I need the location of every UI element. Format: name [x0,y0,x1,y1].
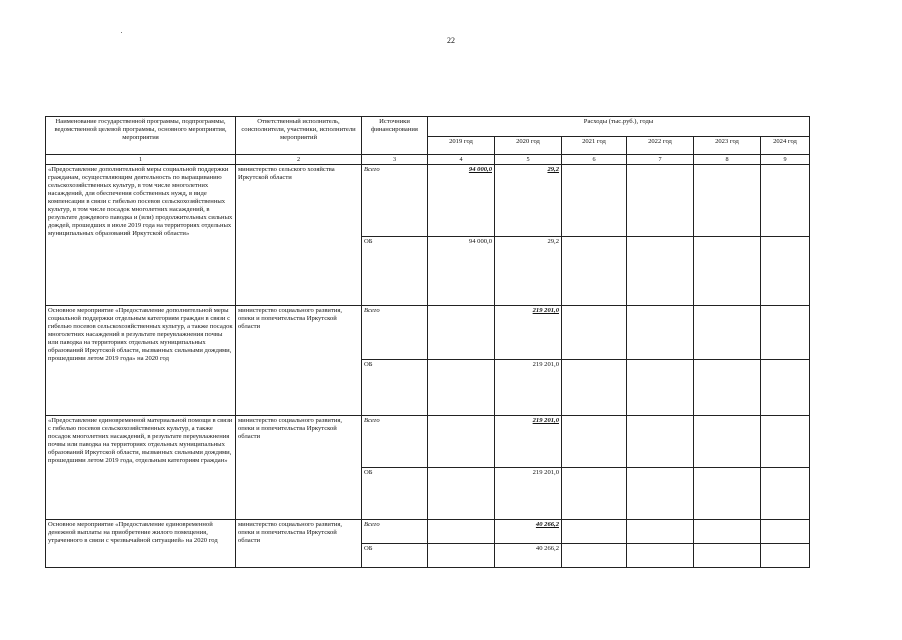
measure-executor: министерство сельского хозяйства Иркутской области [236,165,362,306]
column-number: 1 [46,155,236,165]
ob-value [562,468,627,520]
header-expenses: Расходы (тыс.руб.), годы [428,117,810,137]
header-executor: Ответственный исполнитель, соисполнители, участники, исполнители мероприятий [236,117,362,155]
source-total-label: Всего [362,165,428,237]
total-value [627,306,694,360]
ob-value [761,468,810,520]
total-value [694,306,761,360]
ob-value [562,237,627,306]
total-value [761,165,810,237]
total-value: 219 201,0 [495,306,562,360]
ob-value [562,544,627,568]
ob-value: 40 266,2 [495,544,562,568]
source-ob-label: ОБ [362,468,428,520]
total-value [761,520,810,544]
ob-value [694,468,761,520]
ob-value [694,237,761,306]
ob-value [428,544,495,568]
total-value [761,306,810,360]
ob-value: 94 000,0 [428,237,495,306]
total-value [562,520,627,544]
measure-executor: министерство социального развития, опеки и попечительства Иркутской области [236,416,362,520]
total-value [562,306,627,360]
header-year: 2024 год [761,137,810,155]
total-value [627,165,694,237]
ob-value [761,360,810,416]
column-number: 9 [761,155,810,165]
total-value [627,416,694,468]
total-value [694,416,761,468]
source-ob-label: ОБ [362,237,428,306]
total-value: 94 000,0 [428,165,495,237]
ob-value [761,237,810,306]
ob-value: 219 201,0 [495,468,562,520]
source-total-label: Всего [362,306,428,360]
ob-value [428,360,495,416]
total-value: 219 201,0 [495,416,562,468]
page-number: 22 [447,36,455,45]
header-funding-source: Источники финансирования [362,117,428,155]
ob-value: 219 201,0 [495,360,562,416]
total-value: 40 266,2 [495,520,562,544]
column-number: 7 [627,155,694,165]
scan-speck [121,32,122,33]
header-year: 2022 год [627,137,694,155]
source-total-label: Всего [362,416,428,468]
total-value [761,416,810,468]
column-number: 5 [495,155,562,165]
source-ob-label: ОБ [362,544,428,568]
ob-value [761,544,810,568]
column-number: 2 [236,155,362,165]
total-value [694,165,761,237]
measure-name: Основное мероприятие «Предоставление дополнительной меры социальной поддержки отдельным категориям граждан в связи с гибелью посевов сельскохозяйственных культур, а также посадок многолетних насаждений в результате переувлажнения почвы или паводка на территориях отдельных муниципальных образований Иркутской области, вызванных сильными дождями, прошедшими летом 2019 года» на 2020 год [46,306,236,416]
ob-value [428,468,495,520]
header-year: 2021 год [562,137,627,155]
header-year: 2023 год [694,137,761,155]
source-total-label: Всего [362,520,428,544]
column-number: 3 [362,155,428,165]
ob-value [562,360,627,416]
total-value [627,520,694,544]
budget-table [45,116,810,568]
total-value [562,416,627,468]
measure-executor: министерство социального развития, опеки и попечительства Иркутской области [236,306,362,416]
total-value: 29,2 [495,165,562,237]
header-year: 2020 год [495,137,562,155]
measure-name: Основное мероприятие «Предоставление единовременной денежной выплаты на приобретение жилого помещения, утраченного в связи с чрезвычайной ситуацией» на 2020 год [46,520,236,568]
ob-value [627,544,694,568]
total-value [562,165,627,237]
ob-value [627,237,694,306]
source-ob-label: ОБ [362,360,428,416]
header-year: 2019 год [428,137,495,155]
column-number: 6 [562,155,627,165]
ob-value: 29,2 [495,237,562,306]
column-number: 8 [694,155,761,165]
measure-executor: министерство социального развития, опеки и попечительства Иркутской области [236,520,362,568]
total-value [428,416,495,468]
header-program-name: Наименование государственной программы, подпрограммы, ведомственной целевой программы, основного мероприятия, мероприятия [46,117,236,155]
total-value [428,520,495,544]
ob-value [694,360,761,416]
ob-value [627,360,694,416]
ob-value [627,468,694,520]
measure-name: «Предоставление дополнительной меры социальной поддержки гражданам, осуществляющим деятельность по выращиванию сельскохозяйственных культур, в том числе многолетних насаждений, для обеспечения собственных нужд, в виде компенсации в связи с гибелью посевов сельскохозяйственных культур, в том числе посадок многолетних насаждений, в результате дождевого паводка и (или) продолжительных сильных дождей, прошедших в июле 2019 года на территориях отдельных муниципальных образований Иркутской области» [46,165,236,306]
total-value [428,306,495,360]
column-number: 4 [428,155,495,165]
total-value [694,520,761,544]
measure-name: «Предоставление единовременной материальной помощи в связи с гибелью посевов сельскохозяйственных культур, а также посадок многолетних насаждений, в результате переувлажнения почвы или паводка на территориях отдельных муниципальных образований Иркутской области, вызванных сильными дождями, прошедшими летом 2019 года, отдельным категориям граждан» [46,416,236,520]
ob-value [694,544,761,568]
